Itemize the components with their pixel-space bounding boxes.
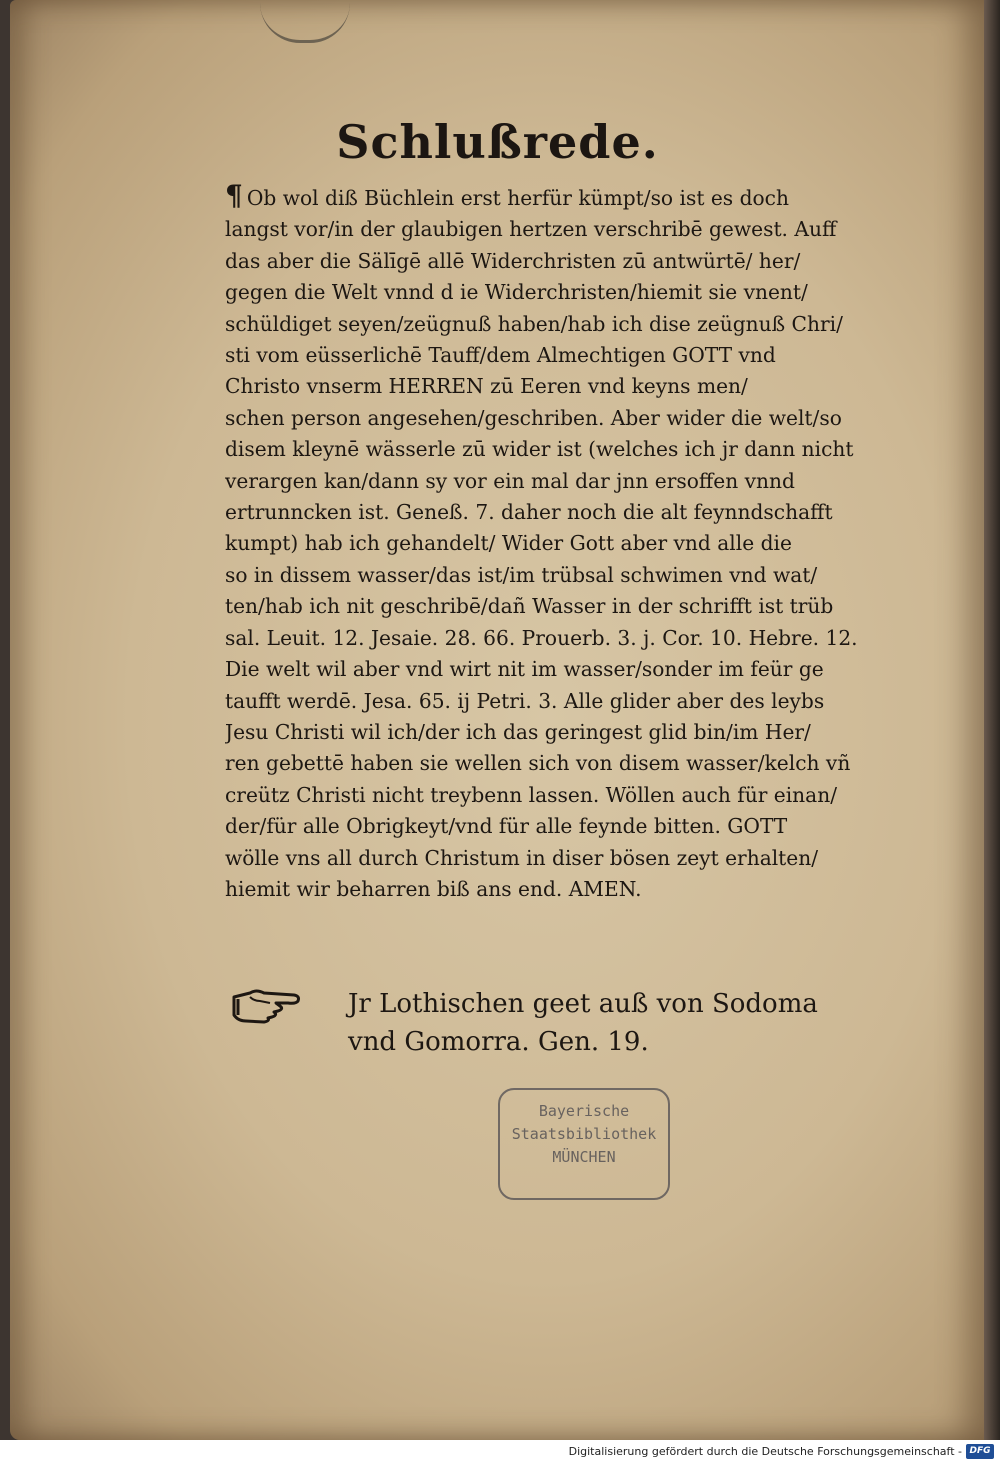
text-line: das aber die Sälīgē allē Widerchristen zū antwürtē/ her/ xyxy=(225,248,801,273)
text-line: sti vom eüsserlichē Tauff/dem Almechtigen GOTT vnd xyxy=(225,343,776,368)
pilcrow-mark: ¶ xyxy=(225,180,243,212)
text-line: ten/hab ich nit geschribē/dañ Wasser in der schrifft ist trüb xyxy=(225,594,834,619)
motto-line: vnd Gomorra. Gen. 19. xyxy=(348,1027,649,1057)
motto-line: Jr Lothischen geet auß von Sodoma xyxy=(348,989,818,1019)
text-line: wölle vns all durch Christum in diser bösen zeyt erhalten/ xyxy=(225,845,819,870)
text-line: taufft werdē. Jesa. 65. ij Petri. 3. Alle glider aber des leybs xyxy=(225,688,825,713)
paper-page xyxy=(10,0,985,1440)
stamp-line: Staatsbibliothek xyxy=(511,1125,657,1143)
text-line: creütz Christi nicht treybenn lassen. Wöllen auch für einan/ xyxy=(225,782,838,807)
text-line: schen person angesehen/geschriben. Aber wider die welt/so xyxy=(225,405,842,430)
library-stamp xyxy=(498,1088,670,1200)
text-line: so in dissem wasser/das ist/im trübsal schwimen vnd wat/ xyxy=(225,562,818,587)
text-line: schüldiget seyen/zeügnuß haben/hab ich dise zeügnuß Chri/ xyxy=(225,311,843,336)
stamp-line: Bayerische xyxy=(538,1102,630,1120)
pointing-hand-icon xyxy=(230,985,302,1025)
text-line: kumpt) hab ich gehandelt/ Wider Gott aber vnd alle die xyxy=(225,531,792,556)
text-line: Jesu Christi wil ich/der ich das geringest glid bin/im Her/ xyxy=(225,719,811,744)
text-line: ertrunncken ist. Geneß. 7. daher noch die alt feynndschafft xyxy=(225,500,833,525)
text-line: gegen die Welt vnnd d ie Widerchristen/hiemit sie vnent/ xyxy=(225,280,808,305)
text-line: hiemit wir beharren biß ans end. AMEN. xyxy=(225,876,642,901)
text-line: Christo vnserm HERREN zū Eeren vnd keyns men/ xyxy=(225,374,748,399)
book-spine-edge xyxy=(984,0,1000,1440)
funding-credit: Digitalisierung gefördert durch die Deutsche Forschungsgemeinschaft - xyxy=(568,1445,962,1458)
dfg-logo[interactable]: DFG xyxy=(966,1444,994,1459)
motto-text xyxy=(348,985,868,1061)
text-line: Die welt wil aber vnd wirt nit im wasser/sonder im feür ge xyxy=(225,657,824,682)
paper-clip-mark xyxy=(260,0,350,43)
text-line: sal. Leuit. 12. Jesaie. 28. 66. Prouerb. 3. j. Cor. 10. Hebre. 12. xyxy=(225,625,858,650)
footer-bar xyxy=(0,1440,1000,1465)
text-line: der/für alle Obrigkeyt/vnd für alle feynde bitten. GOTT xyxy=(225,814,788,839)
text-line: disem kleynē wässerle zū wider ist (welches ich jr dann nicht xyxy=(225,437,854,462)
text-line: verargen kan/dann sy vor ein mal dar jnn ersoffen vnnd xyxy=(225,468,795,493)
stamp-line: MÜNCHEN xyxy=(552,1148,616,1166)
text-line: ¶ Ob wol diß Büchlein erst herfür kümpt/so ist es doch xyxy=(225,180,789,212)
text-line: ren gebettē haben sie wellen sich von disem wasser/kelch vñ xyxy=(225,751,851,776)
text-line: langst vor/in der glaubigen hertzen verschribē gewest. Auff xyxy=(225,217,837,242)
page-heading: Schlußrede. xyxy=(336,115,659,169)
body-text xyxy=(225,180,970,905)
